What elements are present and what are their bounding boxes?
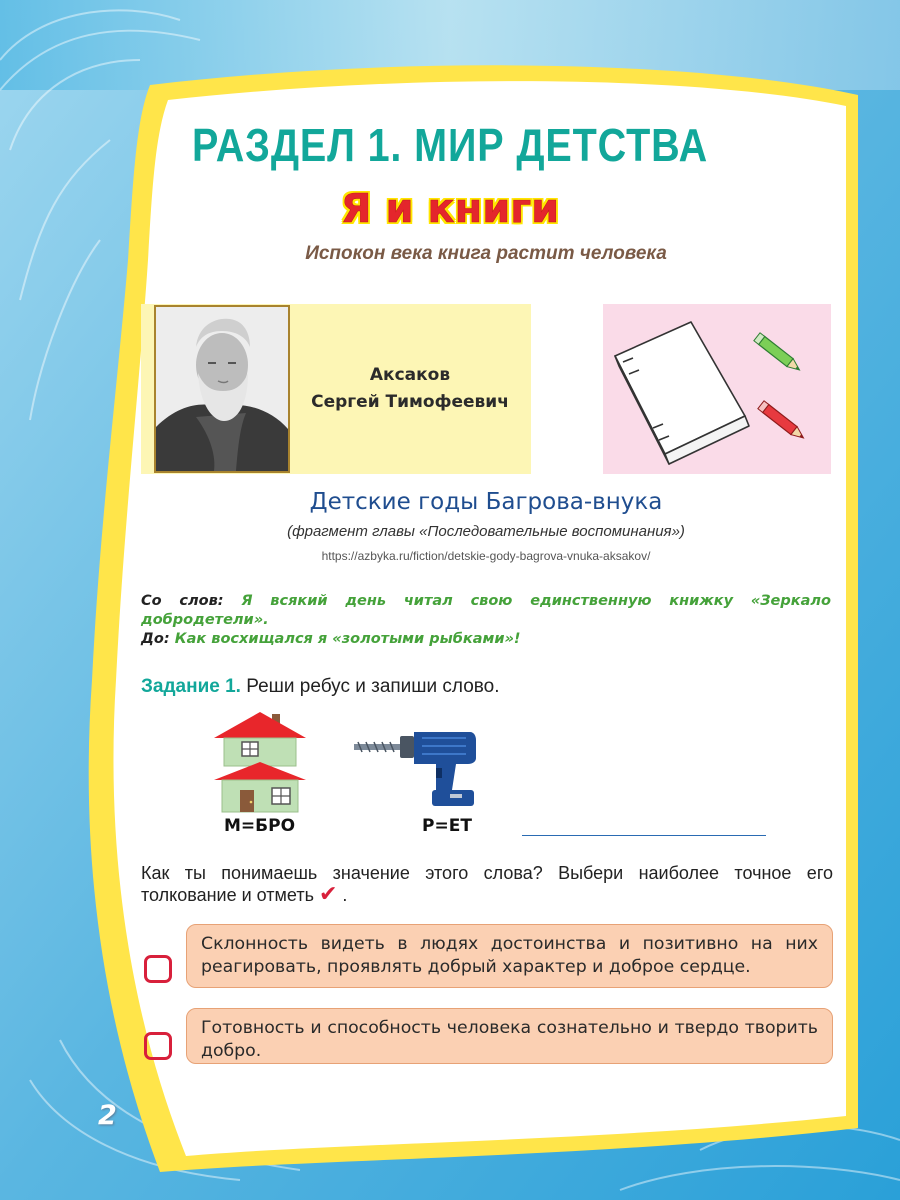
book-card xyxy=(603,304,831,474)
author-given-names: Сергей Тимофеевич xyxy=(311,392,509,412)
green-pencil-icon xyxy=(754,333,803,374)
drill-icon xyxy=(352,728,478,810)
to-text: Как восхищался я «золотыми рыбками»! xyxy=(174,631,521,647)
to-label: До: xyxy=(141,631,170,647)
portrait-image xyxy=(156,307,288,471)
check-mark-icon: ✔ xyxy=(318,882,338,907)
option-2-text: Готовность и способность человека сознательно и твердо творить добро. xyxy=(201,1018,818,1061)
house-icon xyxy=(212,710,308,814)
section-title: РАЗДЕЛ 1. МИР ДЕТСТВА xyxy=(191,119,709,171)
lesson-title: Я и книги xyxy=(340,186,560,232)
rebus-caption-1: М=БРО xyxy=(224,816,296,836)
work-source-link[interactable]: https://azbyka.ru/fiction/detskie-gody-bagrova-vnuka-aksakov/ xyxy=(321,549,651,563)
work-subtitle: (фрагмент главы «Последовательные воспоминания») xyxy=(287,523,685,540)
answer-input-line[interactable] xyxy=(522,835,766,836)
work-title: Детские годы Багрова-внука xyxy=(309,489,663,515)
task-1-heading xyxy=(141,676,500,698)
reading-to xyxy=(141,630,831,649)
option-2-checkbox[interactable] xyxy=(144,1032,172,1060)
rebus-caption-2: Р=ЕТ xyxy=(422,816,472,836)
option-2[interactable] xyxy=(186,1008,833,1064)
question-tail: . xyxy=(342,885,348,905)
option-1[interactable] xyxy=(186,924,833,988)
task-1-text: Реши ребус и запиши слово. xyxy=(246,676,500,697)
task-1-label: Задание 1. xyxy=(141,676,241,697)
question-body: Как ты понимаешь значение этого слова? Выбери наиболее точное его толкование и отметь xyxy=(141,863,833,905)
red-pencil-icon xyxy=(758,401,807,442)
author-surname: Аксаков xyxy=(369,365,451,385)
author-portrait xyxy=(154,305,290,473)
book-icon xyxy=(603,304,831,474)
reading-from xyxy=(141,592,831,630)
option-1-text: Склонность видеть в людях достоинства и позитивно на них реагировать, проявлять добрый характер и доброе сердце. xyxy=(201,934,818,977)
epigraph: Испокон века книга растит человека xyxy=(305,243,667,264)
question-text xyxy=(141,862,833,906)
from-label: Со слов: xyxy=(141,593,224,609)
reading-range xyxy=(141,592,831,649)
from-text: Я всякий день читал свою единственную книжку «Зеркало добродетели». xyxy=(141,593,831,628)
page-number: 2 xyxy=(98,1100,117,1131)
author-name xyxy=(290,362,530,416)
option-1-checkbox[interactable] xyxy=(144,955,172,983)
